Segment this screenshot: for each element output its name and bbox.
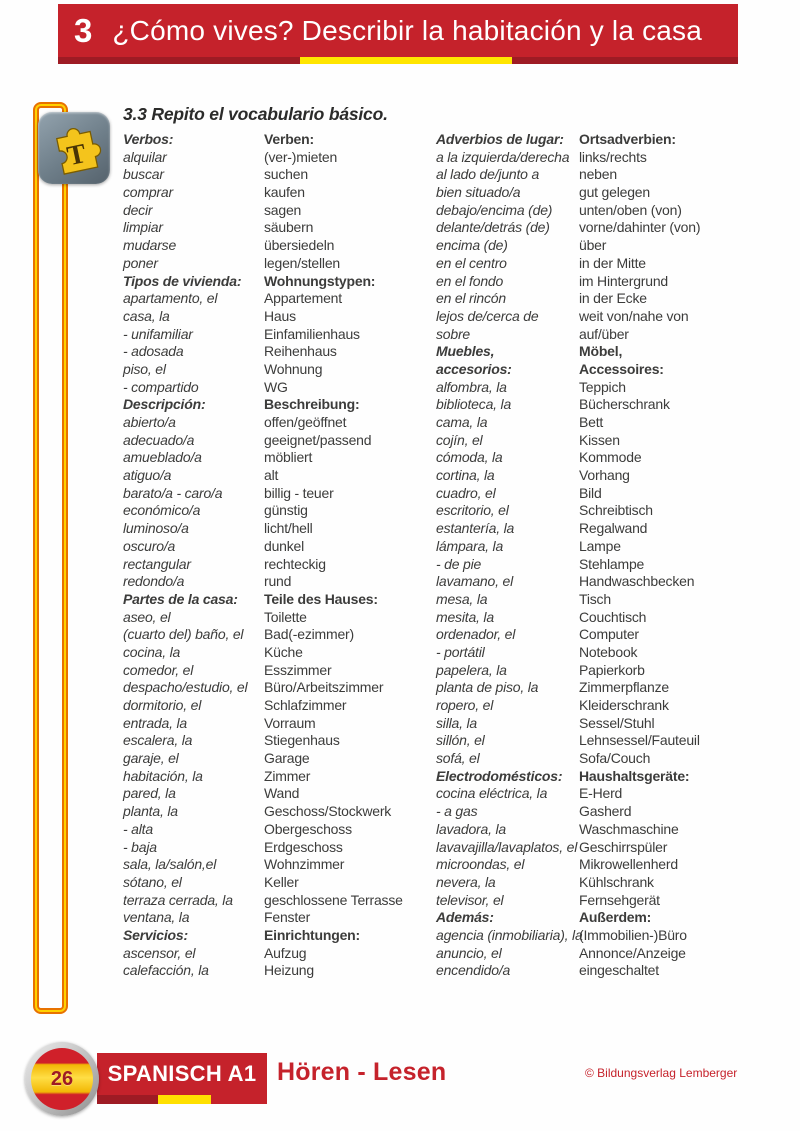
vocab-term-de: Kühlschrank — [579, 873, 654, 890]
vocab-term-es: abierto/a — [123, 414, 176, 430]
vocab-term-es: microondas, el — [436, 856, 525, 873]
vocab-term-de: Garage — [264, 750, 310, 767]
vocab-term-de: Bett — [579, 414, 604, 430]
vocab-term-es: sillón, el — [436, 732, 485, 749]
vocab-term-es: atiguo/a — [123, 467, 172, 484]
vocab-term-de: Kissen — [579, 431, 620, 448]
vocab-term-es: mesa, la — [436, 590, 488, 607]
vocab-term-es: poner — [123, 254, 158, 271]
vocab-term-es: mudarse — [123, 237, 177, 254]
copyright-text: © Bildungsverlag Lemberger — [585, 1066, 738, 1080]
vocab-term-es: planta de piso, la — [436, 679, 539, 696]
unit-number: 3 — [74, 12, 93, 49]
vocab-term-de: möbliert — [264, 449, 313, 466]
vocab-term-es: lejos de/cerca de — [436, 307, 539, 324]
vocab-term-de: Teppich — [579, 378, 626, 395]
vocab-term-es: lavamano, el — [436, 573, 513, 590]
vocab-term-es: cocina, la — [123, 643, 181, 660]
vocab-term-es: Adverbios de lugar: — [436, 131, 564, 147]
chapter-title: ¿Cómo vives? Describir la habitación y la casa — [112, 14, 703, 46]
vocab-term-es: casa, la — [123, 307, 170, 324]
series-label: SPANISCH A1 — [97, 1053, 267, 1095]
vocab-term-de: kaufen — [264, 184, 305, 201]
vocab-term-es: cocina eléctrica, la — [436, 785, 548, 802]
vocab-term-es: Tipos de vivienda: — [123, 272, 242, 289]
vocab-term-es: Servicios: — [123, 926, 188, 943]
vocab-term-de: Wohnzimmer — [264, 856, 345, 873]
vocab-term-es: agencia (inmobiliaria), la — [436, 926, 583, 943]
vocab-term-es: terraza cerrada, la — [123, 891, 233, 908]
vocab-term-es: anuncio, el — [436, 944, 502, 961]
vocab-term-de: geschlossene Terrasse — [264, 891, 403, 908]
vocab-term-de: Beschreibung: — [264, 396, 360, 413]
vocab-term-de: Wohnungstypen: — [264, 272, 376, 289]
header-yellow-accent — [300, 57, 512, 64]
vocab-term-es: encima (de) — [436, 237, 508, 254]
vocab-term-de: Kleiderschrank — [579, 697, 669, 713]
vocab-term-de: Geschoss/Stockwerk — [264, 803, 392, 820]
vocab-term-es: redondo/a — [123, 573, 185, 590]
vocab-term-de: in der Mitte — [579, 254, 646, 271]
vocab-term-de: übersiedeln — [264, 237, 335, 254]
vocab-term-es: alquilar — [123, 148, 167, 165]
vocab-term-es: alfombra, la — [436, 378, 507, 395]
vocab-term-es: a la izquierda/derecha — [436, 148, 570, 165]
vocab-term-de: Kommode — [579, 449, 642, 466]
vocab-term-es: cortina, la — [436, 467, 495, 484]
vocab-term-es: sobre — [436, 325, 471, 342]
puzzle-piece-T-icon — [42, 116, 106, 180]
vocab-term-es: luminoso/a — [123, 520, 189, 537]
vocab-term-es: bien situado/a — [436, 184, 521, 201]
vocab-term-de: Mikrowellenherd — [579, 856, 678, 873]
vocab-term-es: amueblado/a — [123, 449, 202, 466]
vocab-term-es: Verbos: — [123, 131, 174, 147]
vocab-term-es: dormitorio, el — [123, 697, 202, 713]
vocab-term-de: Appartement — [264, 290, 342, 307]
vocab-term-de: (Immobilien-)Büro — [579, 926, 687, 943]
vocab-term-de: alt — [264, 467, 279, 484]
vocab-term-de: unten/oben (von) — [579, 201, 682, 218]
vocab-term-de: Heizung — [264, 962, 314, 979]
vocab-term-es: - baja — [123, 838, 157, 855]
vocab-term-es: - unifamiliar — [123, 325, 193, 342]
vocab-term-es: sala, la/salón,el — [123, 856, 217, 873]
vocab-term-de: Haus — [264, 307, 296, 324]
vocab-term-de: Wohnung — [264, 360, 323, 377]
vocab-term-es: Partes de la casa: — [123, 590, 238, 607]
vocab-term-es: Muebles, — [436, 343, 495, 360]
vocab-term-es: piso, el — [123, 360, 166, 377]
vocab-term-es: pared, la — [123, 785, 176, 802]
spain-flag-page-badge — [25, 1042, 99, 1116]
vocab-term-es: cómoda, la — [436, 449, 503, 466]
series-underline-accent — [97, 1095, 267, 1104]
vocab-term-es: calefacción, la — [123, 962, 209, 979]
vocab-term-es: habitación, la — [123, 767, 203, 784]
vocab-term-de: billig - teuer — [264, 484, 334, 501]
vocab-term-de: Verben: — [264, 131, 314, 147]
vocab-term-de: eingeschaltet — [579, 962, 659, 979]
vocab-term-de: Aufzug — [264, 944, 307, 961]
vocab-term-de: Esszimmer — [264, 661, 332, 678]
vocab-term-de: Einrichtungen: — [264, 926, 360, 943]
vocab-term-de: sagen — [264, 201, 302, 218]
vocab-term-es: en el centro — [436, 254, 507, 271]
vocab-term-de: Vorraum — [264, 714, 316, 731]
spain-flag-icon — [31, 1048, 93, 1110]
vocab-term-de: legen/stellen — [264, 254, 341, 271]
vocab-columns-left — [123, 131, 403, 980]
vocab-term-de: rund — [264, 573, 292, 590]
vocab-term-es: escritorio, el — [436, 502, 509, 519]
vocab-term-es: debajo/encima (de) — [436, 201, 553, 218]
vocab-term-de: Bild — [579, 484, 602, 501]
vocab-term-de: Toilette — [264, 608, 307, 625]
vocab-term-de: Sofa/Couch — [579, 750, 651, 767]
vocab-term-es: apartamento, el — [123, 290, 218, 307]
vocab-term-es: papelera, la — [436, 661, 507, 678]
vocab-term-de: Erdgeschoss — [264, 838, 343, 855]
page-number: 26 — [50, 1067, 74, 1090]
vocab-term-de: Ortsadverbien: — [579, 131, 676, 147]
vocab-term-es: adecuado/a — [123, 431, 195, 448]
vocab-term-es: - compartido — [123, 378, 199, 395]
vocab-term-de: Einfamilienhaus — [264, 325, 360, 342]
vocab-term-de: Annonce/Anzeige — [579, 944, 686, 961]
vocab-term-de: Gasherd — [579, 803, 632, 820]
vocab-term-es: estantería, la — [436, 520, 515, 537]
vocab-term-de: WG — [264, 378, 288, 395]
vocab-term-de: Zimmer — [264, 767, 311, 784]
vocab-term-de: suchen — [264, 166, 308, 183]
vocab-term-de: in der Ecke — [579, 290, 647, 307]
vocab-term-es: - portátil — [436, 643, 485, 660]
vocab-term-de: Stehlampe — [579, 555, 645, 572]
vocab-term-de: Möbel, — [579, 343, 623, 360]
vocab-term-de: Regalwand — [579, 520, 648, 537]
vocab-term-de: Fernsehgerät — [579, 891, 660, 908]
vocab-term-de: Außerdem: — [579, 909, 652, 926]
section-title: 3.3 Repito el vocabulario básico. — [123, 104, 388, 124]
vocab-term-es: rectangular — [123, 555, 191, 572]
vocab-term-es: Descripción: — [123, 396, 206, 413]
vocab-term-de: günstig — [264, 502, 308, 519]
vocab-term-de: Tisch — [579, 590, 611, 607]
vocab-term-de: vorne/dahinter (von) — [579, 219, 701, 236]
vocab-term-es: biblioteca, la — [436, 396, 512, 413]
vocab-term-de: Bücherschrank — [579, 396, 670, 413]
vocab-term-es: sótano, el — [123, 873, 182, 890]
vocab-term-de: Obergeschoss — [264, 820, 352, 837]
vocab-term-es: cama, la — [436, 414, 488, 430]
vocab-term-de: Büro/Arbeitszimmer — [264, 679, 384, 696]
vocab-term-es: televisor, el — [436, 891, 504, 908]
vocab-term-de: Schlafzimmer — [264, 697, 347, 713]
puzzle-icon — [38, 112, 110, 184]
vocab-term-es: - a gas — [436, 803, 478, 820]
vocab-term-de: Wand — [264, 785, 300, 802]
vocab-term-de: Vorhang — [579, 467, 630, 484]
vocab-term-es: sofá, el — [436, 750, 480, 767]
vocab-term-de: Notebook — [579, 643, 638, 660]
vocab-term-es: - de pie — [436, 555, 482, 572]
vocab-term-de: dunkel — [264, 537, 305, 554]
vocab-term-es: planta, la — [123, 803, 178, 820]
vocab-term-de: Reihenhaus — [264, 343, 337, 360]
vocab-term-de: geeignet/passend — [264, 431, 372, 448]
vocab-term-de: säubern — [264, 219, 314, 236]
vocab-term-de: Lehnsessel/Fauteuil — [579, 732, 700, 749]
vocab-term-es: en el fondo — [436, 272, 504, 289]
vocab-term-es: - adosada — [123, 343, 184, 360]
vocab-term-es: (cuarto del) baño, el — [123, 626, 244, 643]
vocab-term-de: Couchtisch — [579, 608, 647, 625]
vocab-term-de: Waschmaschine — [579, 820, 679, 837]
vocab-term-es: garaje, el — [123, 750, 179, 767]
vocab-term-es: nevera, la — [436, 873, 496, 890]
vocab-term-de: Haushaltsgeräte: — [579, 767, 690, 784]
vocab-term-es: ascensor, el — [123, 944, 196, 961]
vocab-term-es: entrada, la — [123, 714, 187, 731]
svg-text:T: T — [64, 137, 89, 172]
vocab-term-es: económico/a — [123, 502, 201, 519]
vocab-term-es: barato/a - caro/a — [123, 484, 223, 501]
vocab-term-es: Electrodomésticos: — [436, 767, 563, 784]
vocab-term-de: Teile des Hauses: — [264, 590, 378, 607]
vocab-columns-right — [436, 131, 700, 980]
vocab-term-es: escalera, la — [123, 732, 193, 749]
vocab-term-es: delante/detrás (de) — [436, 219, 550, 236]
vocab-term-de: licht/hell — [264, 520, 313, 537]
vocab-term-es: en el rincón — [436, 290, 506, 307]
vocab-term-de: offen/geöffnet — [264, 414, 347, 430]
vocab-term-es: cuadro, el — [436, 484, 496, 501]
vocab-term-de: Handwaschbecken — [579, 573, 695, 590]
vocab-term-es: lavavajilla/lavaplatos, el — [436, 838, 578, 855]
vocab-term-de: gut gelegen — [579, 184, 650, 201]
vocab-term-de: über — [579, 237, 607, 254]
vocab-term-de: neben — [579, 166, 617, 183]
vocab-term-de: Schreibtisch — [579, 502, 653, 519]
vocab-term-de: Keller — [264, 873, 299, 890]
vocab-term-es: al lado de/junto a — [436, 166, 540, 183]
left-decorative-frame — [33, 102, 68, 1014]
skills-label: Hören - Lesen — [277, 1058, 447, 1086]
vocab-term-de: auf/über — [579, 325, 629, 342]
vocab-term-de: Sessel/Stuhl — [579, 714, 655, 731]
vocab-term-de: links/rechts — [579, 148, 647, 165]
header-underline — [58, 57, 738, 64]
vocab-term-es: limpiar — [123, 219, 163, 236]
vocab-term-es: lámpara, la — [436, 537, 504, 554]
vocab-term-es: comedor, el — [123, 661, 194, 678]
vocab-term-de: Bad(-ezimmer) — [264, 626, 354, 643]
vocab-term-es: mesita, la — [436, 608, 494, 625]
vocab-term-de: E-Herd — [579, 785, 623, 802]
vocab-term-es: cojín, el — [436, 431, 483, 448]
vocab-term-de: Computer — [579, 626, 639, 643]
vocab-term-es: aseo, el — [123, 608, 171, 625]
vocab-term-de: rechteckig — [264, 555, 326, 572]
vocab-term-de: Lampe — [579, 537, 621, 554]
vocab-term-es: oscuro/a — [123, 537, 176, 554]
chapter-header-bar — [58, 4, 738, 57]
vocab-term-de: weit von/nahe von — [579, 307, 689, 324]
vocab-term-es: buscar — [123, 166, 164, 183]
vocab-term-es: - alta — [123, 820, 153, 837]
vocab-term-es: Además: — [436, 909, 494, 926]
vocab-term-es: decir — [123, 201, 153, 218]
vocab-term-es: lavadora, la — [436, 820, 506, 837]
vocab-term-es: ventana, la — [123, 909, 190, 926]
vocab-term-de: im Hintergrund — [579, 272, 669, 289]
vocab-term-es: silla, la — [436, 714, 477, 731]
vocab-term-de: Fenster — [264, 909, 311, 926]
vocab-term-de: Zimmerpflanze — [579, 679, 669, 696]
vocab-term-de: Geschirrspüler — [579, 838, 668, 855]
vocab-term-de: Stiegenhaus — [264, 732, 340, 749]
vocab-term-es: accesorios: — [436, 360, 512, 377]
vocab-term-de: (ver-)mieten — [264, 148, 338, 165]
vocab-term-de: Accessoires: — [579, 360, 664, 377]
vocab-term-es: ordenador, el — [436, 626, 516, 643]
vocab-term-es: encendido/a — [436, 962, 511, 979]
vocab-term-de: Papierkorb — [579, 661, 645, 678]
vocab-term-es: despacho/estudio, el — [123, 679, 248, 696]
vocab-term-es: ropero, el — [436, 697, 494, 713]
vocab-term-es: comprar — [123, 184, 173, 201]
vocab-term-de: Küche — [264, 643, 303, 660]
